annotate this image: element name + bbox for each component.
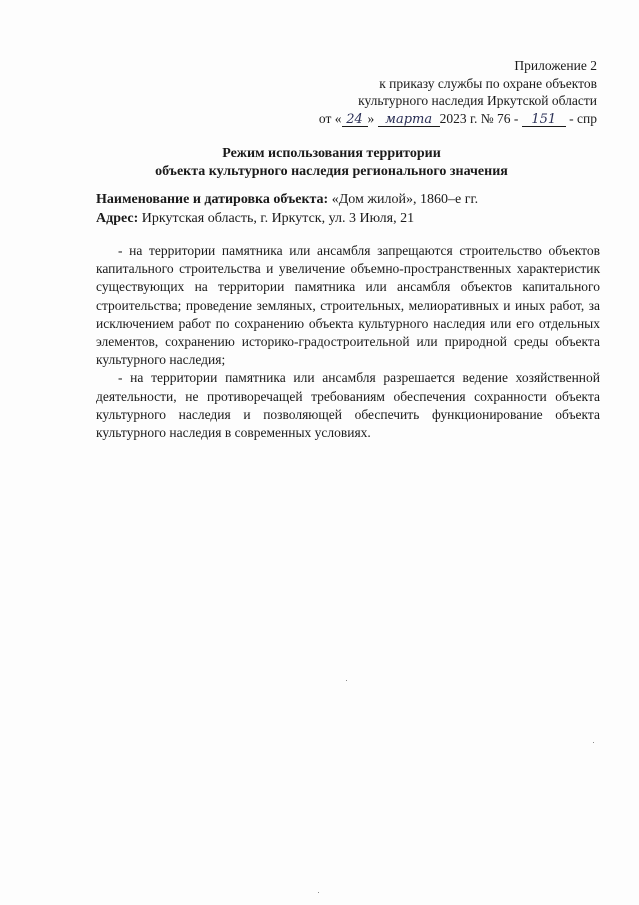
body-paragraph: - на территории памятника или ансамбля запрещаются строительство объектов капитального строительства и увеличение объемно-пространственных характеристик существующих на территории памятника или ансамбля объектов капитального строительства; проведение земляных, строительных, мелиоративных и иных работ, за исключением работ по сохранению объекта культурного наследия или его отдельных элементов, сохранению историко-градостроительной или природной среды объекта культурного наследия; — [96, 243, 600, 368]
object-name-label: Наименование и датировка объекта: — [96, 192, 329, 207]
date-suffix: 2023 г. № 76 - — [439, 110, 519, 126]
scan-speck — [346, 680, 347, 681]
appendix-title: Приложение 2 — [514, 58, 597, 73]
appendix-header — [319, 57, 597, 127]
object-address-value: Иркутская область, г. Иркутск, ул. 3 Июля, 21 — [141, 211, 415, 226]
appendix-order-line: к приказу службы по охране объектов — [379, 75, 597, 91]
date-mid: » — [367, 110, 375, 126]
handwritten-day: 24 — [342, 113, 368, 127]
document-title — [0, 145, 639, 181]
scan-speck — [593, 742, 594, 743]
object-name-row — [96, 190, 478, 209]
object-info — [96, 190, 478, 228]
object-name-value: «Дом жилой», 1860–е гг. — [331, 192, 479, 207]
object-address-row — [96, 209, 478, 228]
title-line-2: объекта культурного наследия регионального значения — [155, 164, 508, 179]
date-prefix: от « — [318, 110, 342, 126]
title-line-1: Режим использования территории — [222, 146, 441, 161]
scan-speck — [318, 892, 319, 893]
handwritten-order-number: 151 — [522, 113, 566, 127]
appendix-date-line — [319, 110, 597, 128]
appendix-agency-line: культурного наследия Иркутской области — [358, 93, 597, 108]
body-paragraph: - на территории памятника или ансамбля разрешается ведение хозяйственной деятельности, не противоречащей требованиям обеспечения сохранности объекта культурного наследия и позволяющей обеспечить функционирование объекта культурного наследия в современных условиях. — [96, 370, 600, 441]
document-body — [96, 242, 600, 442]
handwritten-month: марта — [378, 113, 440, 127]
order-number-suffix: - спр — [569, 110, 597, 126]
object-address-label: Адрес: — [96, 211, 139, 226]
